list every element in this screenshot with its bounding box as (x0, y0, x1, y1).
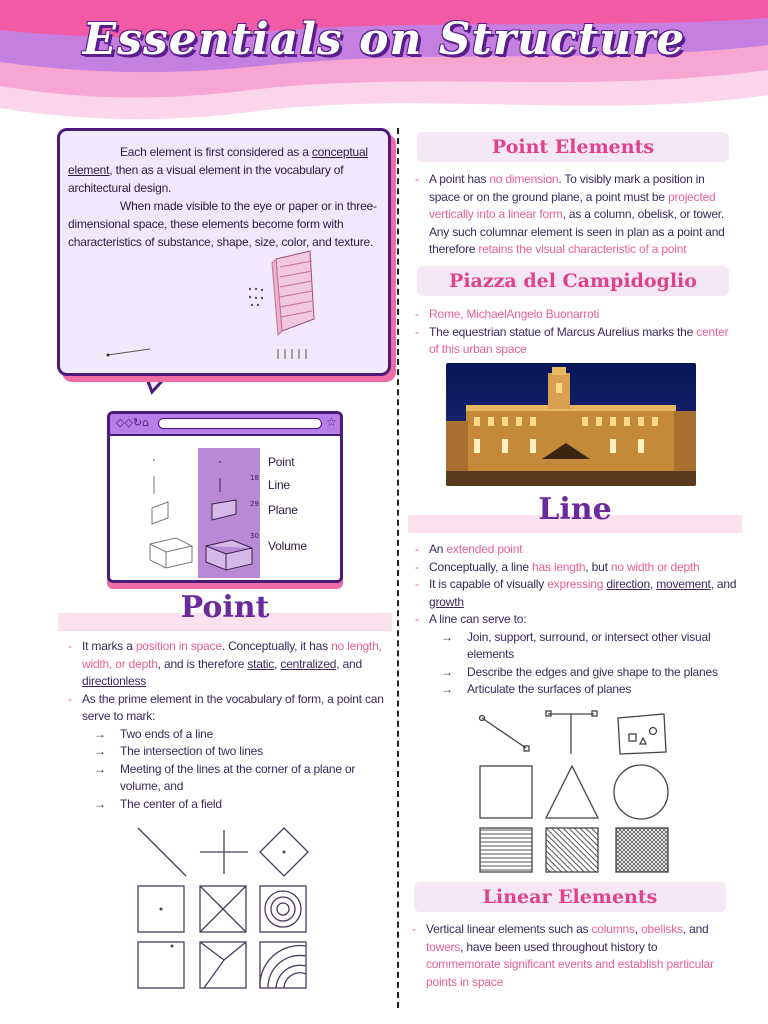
label-volume: Volume (268, 539, 307, 553)
figure-number-2: 29 (250, 500, 259, 508)
label-point: Point (268, 455, 295, 469)
line-sub-1: → Join, support, surround, or intersect other visual elements (441, 629, 741, 664)
linear-elements-bullet: - Vertical linear elements such as columns, obelisks, and towers, have been used throughout history to commemorate significant events and establish particular points in space (410, 921, 730, 991)
point-elements-text (413, 171, 735, 259)
point-diagrams (134, 824, 314, 994)
line-sub-3: → Articulate the surfaces of planes (441, 681, 741, 699)
point-bullet-1: - It marks a position in space. Conceptually, it has no length, width, or depth, and is therefore static, centralized, and directionless (66, 638, 386, 691)
point-sub-4: → The center of a field (94, 796, 386, 814)
point-sub-2: → The intersection of two lines (94, 743, 386, 761)
perspective-sketch (100, 249, 340, 369)
line-sub-2: → Describe the edges and give shape to the planes (441, 664, 741, 682)
photo-column (198, 448, 260, 578)
piazza-photo (446, 363, 696, 486)
intro-bubble (57, 128, 391, 376)
point-sub-3: → Meeting of the lines at the corner of a plane or volume, and (94, 761, 386, 796)
intro-text-b: , then as a visual element in the vocabulary of architectural design. (68, 163, 344, 195)
line-bullet-1: - An extended point (413, 541, 741, 559)
intro-conceptual: conceptual element (68, 145, 368, 177)
address-bar[interactable] (158, 418, 322, 429)
browser-window (107, 411, 343, 583)
nav-arrows-icon[interactable]: ◇◇↻⌂ (116, 416, 150, 429)
label-plane: Plane (268, 503, 298, 517)
point-elements-heading: Point Elements (417, 132, 729, 162)
line-bullet-3: - It is capable of visually expressing direction, movement, and growth (413, 576, 741, 611)
point-heading: Point (180, 590, 270, 625)
line-text (413, 541, 741, 699)
intro-text (68, 143, 386, 251)
intro-text-a: Each element is first considered as a (120, 145, 312, 159)
linear-elements-heading: Linear Elements (414, 882, 726, 912)
label-line: Line (268, 478, 290, 492)
line-bullet-4: - A line can serve to: → Join, support, surround, or intersect other visual elements → Describe the edges and give shape to the planes → Articulate the surfaces of planes (413, 611, 741, 699)
line-diagrams (474, 708, 674, 876)
linear-elements-text (410, 921, 730, 991)
piazza-bullet-2: - The equestrian statue of Marcus Aurelius marks the center of this urban space (413, 324, 735, 359)
line-heading: Line (538, 492, 612, 527)
piazza-heading: Piazza del Campidoglio (417, 266, 729, 296)
piazza-text (413, 306, 735, 359)
point-sub-1: → Two ends of a line (94, 726, 386, 744)
figure-number-1: 18 (250, 474, 259, 482)
figure-number-3: 30 (250, 532, 259, 540)
browser-toolbar (110, 414, 340, 436)
star-icon[interactable]: ☆ (326, 415, 337, 429)
page-title: Essentials on Structure (82, 14, 686, 65)
form-sketches (142, 448, 204, 578)
point-elements-bullet: - A point has no dimension. To visibly mark a position in space or on the ground plane, a point must be projected vertically into a linear form, as a column, obelisk, or tower. Any such columnar element is seen in plan as a point and therefore retains the visual characteristic of a point (413, 171, 735, 259)
column-divider (397, 128, 399, 1008)
intro-text-2: When made visible to the eye or paper or in three-dimensional space, these elements become form with characteristics of substance, shape, size, color, and texture. (68, 199, 377, 249)
piazza-bullet-1: - Rome, MichaelAngelo Buonarroti (413, 306, 735, 324)
line-bullet-2: - Conceptually, a line has length, but no width or depth (413, 559, 741, 577)
point-text (66, 638, 386, 813)
point-bullet-2: - As the prime element in the vocabulary of form, a point can serve to mark: → Two ends of a line → The intersection of two lines → Meeting of the lines at the corner of a plane or volume, and → The center of a field (66, 691, 386, 814)
